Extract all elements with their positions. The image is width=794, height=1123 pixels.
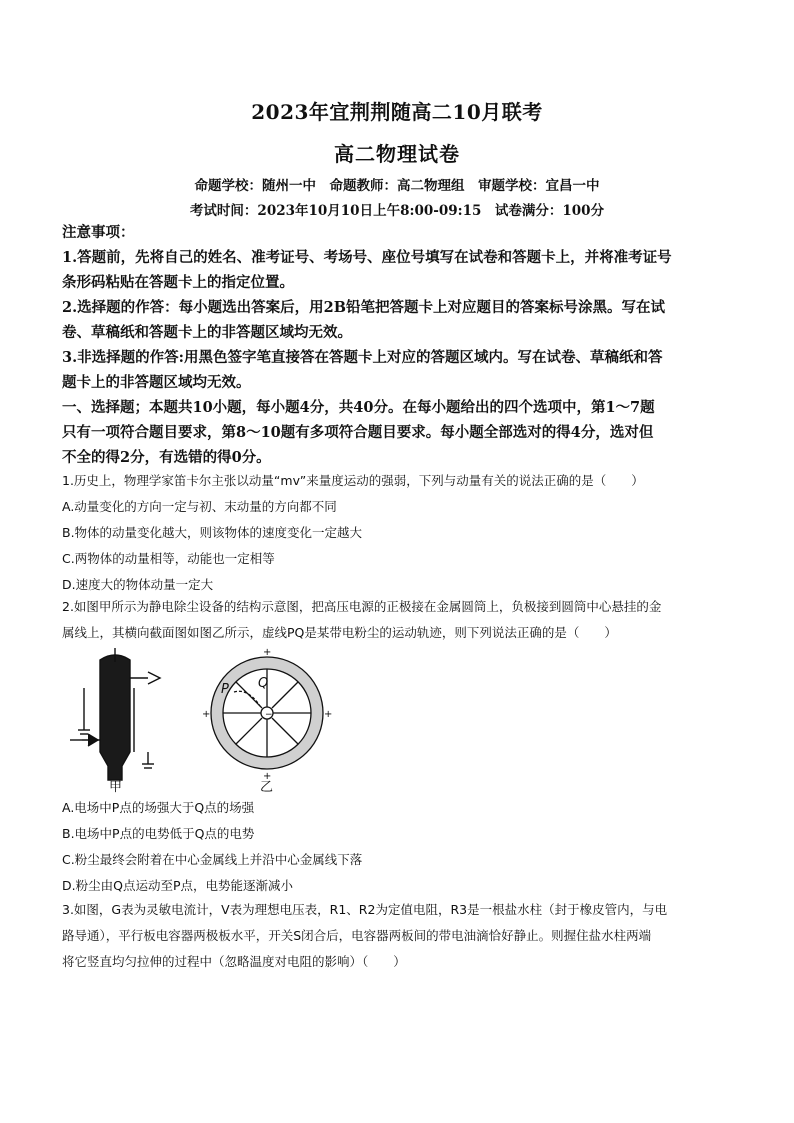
question-2-option-a: A.电场中P点的场强大于Q点的场强 — [62, 800, 255, 815]
electrostatic-precipitator-diagram — [62, 648, 362, 793]
question-2-option-b: B.电场中P点的电势低于Q点的电势 — [62, 826, 255, 841]
question-3 — [62, 897, 734, 975]
question-1-stem: 1.历史上，物理学家笛卡尔主张以动量“mv”来量度运动的强弱，下列与动量有关的说法正确的是（ ） — [62, 473, 644, 488]
figure-yi-label: 乙 — [260, 780, 274, 795]
notice-item-1-line-1: 1.答题前，先将自己的姓名、准考证号、考场号、座位号填写在试卷和答题卡上，并将准考证号 — [62, 249, 672, 266]
question-2-stem-line-2: 属线上，其横向截面图如图乙所示，虚线PQ是某带电粉尘的运动轨迹，则下列说法正确的是（ ） — [62, 625, 617, 640]
section1-line-3: 不全的得2分，有选错的得0分。 — [62, 449, 271, 466]
figure-jia-precipitator — [70, 648, 160, 780]
notice-section — [62, 220, 734, 470]
question-3-stem-line-2: 路导通），平行板电容器两极板水平，开关S闭合后，电容器两板间的带电油滴恰好静止。则握住盐水柱两端 — [62, 928, 652, 943]
svg-text:+: + — [202, 709, 211, 720]
question-2-option-c: C.粉尘最终会附着在中心金属线上并沿中心金属线下落 — [62, 852, 363, 867]
question-2-stem-line-1: 2.如图甲所示为静电除尘设备的结构示意图，把高压电源的正极接在金属圆筒上，负极接到圆筒中心悬挂的金 — [62, 599, 662, 614]
svg-text:+: + — [263, 771, 272, 782]
figure-yi-cross-section — [202, 648, 332, 782]
question-3-stem-line-1: 3.如图，G表为灵敏电流计，V表为理想电压表，R1、R2为定值电阻，R3是一根盐水柱（封于橡皮管内，与电 — [62, 902, 668, 917]
section1-line-1: 一、选择题；本题共10小题，每小题4分，共40分。在每小题给出的四个选项中，第1～7题 — [62, 399, 655, 416]
question-1-option-a: A.动量变化的方向一定与初、末动量的方向都不同 — [62, 499, 337, 514]
notice-heading: 注意事项： — [62, 224, 135, 241]
question-2-option-d: D.粉尘由Q点运动至P点，电势能逐渐减小 — [62, 878, 293, 893]
question-2-options — [62, 795, 734, 899]
notice-item-3-line-1: 3.非选择题的作答:用黑色签字笔直接答在答题卡上对应的答题区域内。写在试卷、草稿纸和答 — [62, 349, 663, 366]
notice-item-2-line-1: 2.选择题的作答：每小题选出答案后，用2B铅笔把答题卡上对应题目的答案标号涂黑。写在试 — [62, 299, 665, 316]
notice-item-3-line-2: 题卡上的非答题区域均无效。 — [62, 374, 251, 391]
exam-meta-authors: 命题学校：随州一中 命题教师：高二物理组 审题学校：宜昌一中 — [194, 178, 600, 194]
question-2-figure — [62, 648, 362, 793]
figure-jia-label: 甲 — [109, 780, 123, 795]
question-2-stem — [62, 594, 734, 646]
question-3-stem-line-3: 将它竖直均匀拉伸的过程中（忽略温度对电阻的影响）（ ） — [62, 954, 406, 969]
svg-text:+: + — [324, 709, 333, 720]
figure-point-p-label: P — [221, 682, 229, 697]
notice-item-2-line-2: 卷、草稿纸和答题卡上的非答题区域均无效。 — [62, 324, 352, 341]
svg-text:−: − — [265, 710, 273, 720]
question-1 — [62, 468, 734, 598]
figure-point-q-label: Q — [258, 676, 269, 691]
question-1-option-d: D.速度大的物体动量一定大 — [62, 577, 214, 592]
svg-text:+: + — [263, 648, 272, 658]
question-1-option-c: C.两物体的动量相等，动能也一定相等 — [62, 551, 275, 566]
exam-title: 2023年宜荆荆随高二10月联考 — [251, 100, 543, 124]
section1-line-2: 只有一项符合题目要求，第8～10题有多项符合题目要求。每小题全部选对的得4分，选对但 — [62, 424, 654, 441]
exam-subtitle: 高二物理试卷 — [334, 142, 460, 166]
question-1-option-b: B.物体的动量变化越大，则该物体的速度变化一定越大 — [62, 525, 363, 540]
notice-item-1-line-2: 条形码粘贴在答题卡上的指定位置。 — [62, 274, 294, 291]
exam-meta-time: 考试时间：2023年10月10日上午8:00-09:15 试卷满分：100分 — [189, 203, 605, 219]
